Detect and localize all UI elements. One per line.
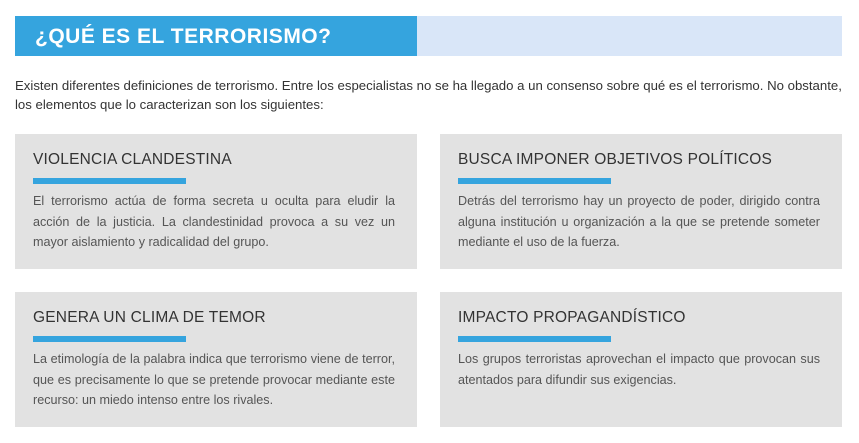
card-impacto-propagandistico <box>440 292 842 427</box>
section-title-box <box>15 16 417 56</box>
card-accent-rule <box>458 336 611 342</box>
intro-paragraph: Existen diferentes definiciones de terrorismo. Entre los especialistas no se ha llegado a un consenso sobre qué es el terrorismo. No obstante, los elementos que lo caracterizan son los siguientes: <box>15 78 842 112</box>
section-title: ¿QUÉ ES EL TERRORISMO? <box>35 24 332 48</box>
card-accent-rule <box>33 336 186 342</box>
card-objetivos-politicos <box>440 134 842 269</box>
card-title: GENERA UN CLIMA DE TEMOR <box>33 309 266 326</box>
card-accent-rule <box>458 178 611 184</box>
card-title: VIOLENCIA CLANDESTINA <box>33 151 232 168</box>
card-body: La etimología de la palabra indica que terrorismo viene de terror, que es precisamente lo que se pretende provocar mediante este recurso: un miedo intenso entre los rivales. <box>33 352 395 407</box>
card-violencia-clandestina <box>15 134 417 269</box>
card-body: El terrorismo actúa de forma secreta u oculta para eludir la acción de la justicia. La clandestinidad provoca a su vez un mayor aislamiento y radicalidad del grupo. <box>33 194 395 249</box>
card-accent-rule <box>33 178 186 184</box>
card-body: Detrás del terrorismo hay un proyecto de poder, dirigido contra alguna institución u organización a la que se pretende someter mediante el uso de la fuerza. <box>458 194 820 249</box>
section-header <box>15 16 842 56</box>
card-clima-de-temor <box>15 292 417 427</box>
card-title: BUSCA IMPONER OBJETIVOS POLÍTICOS <box>458 151 773 168</box>
card-body: Los grupos terroristas aprovechan el impacto que provocan sus atentados para difundir sus exigencias. <box>458 352 820 387</box>
card-title: IMPACTO PROPAGANDÍSTICO <box>458 309 686 326</box>
